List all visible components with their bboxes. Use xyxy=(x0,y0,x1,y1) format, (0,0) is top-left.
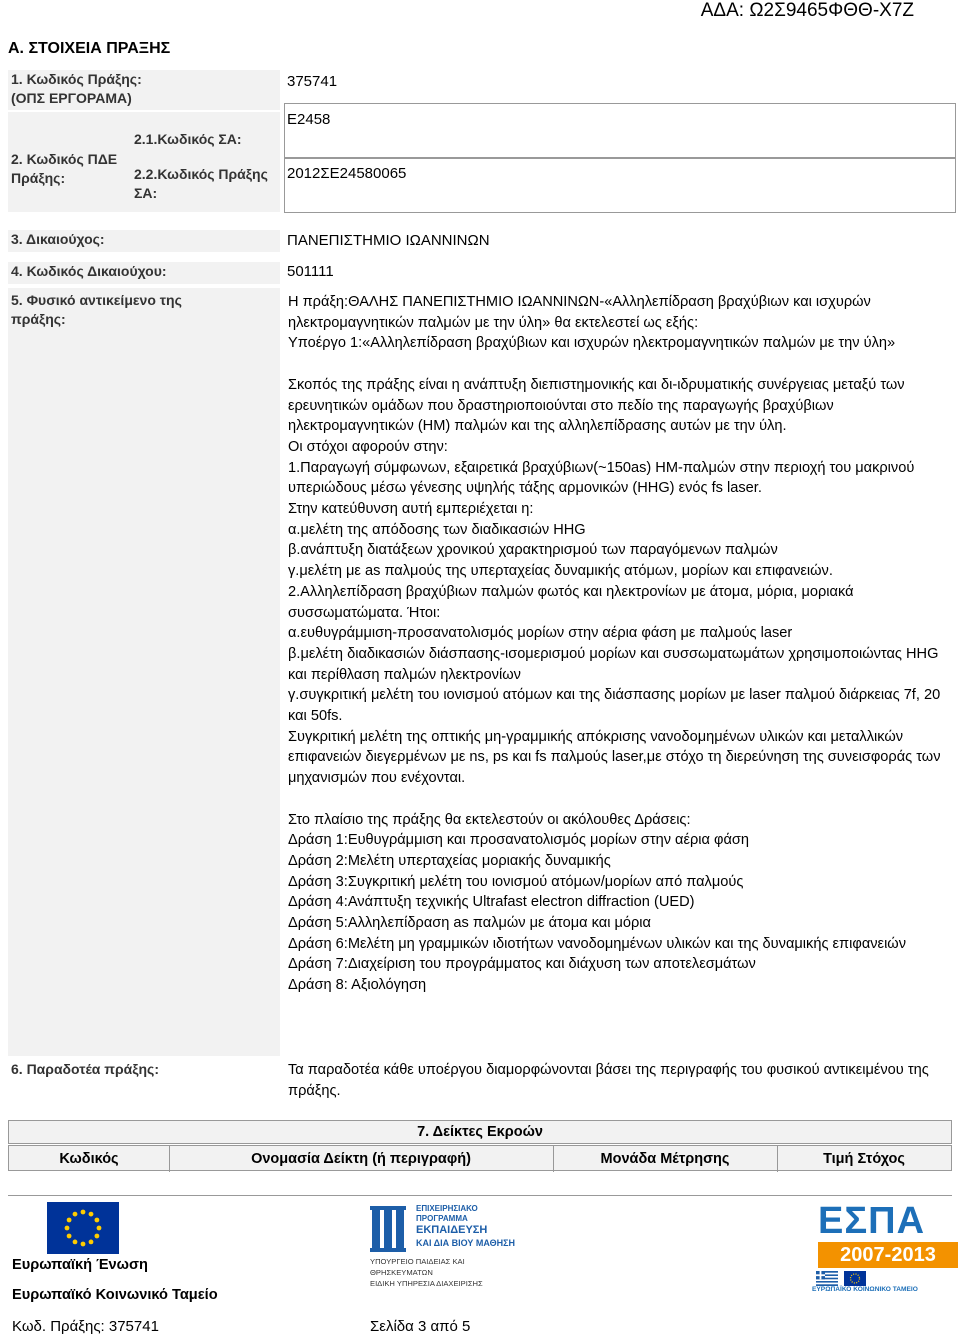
ministry-line: ΕΚΠΑΙΔΕΥΣΗ xyxy=(416,1224,488,1236)
field5-paragraph: Δράση 2:Μελέτη υπερταχείας μοριακής δυναμικής xyxy=(288,852,611,869)
field5-paragraph: 1.Παραγωγή σύμφωνων, εξαιρετικά βραχύβιων(~150as) ΗΜ-παλμών στην περιοχή του μακρινού υπεριώδους μέσω γένεσης υψηλής τάξης αρμονικών (HHG) ενός fs laser. xyxy=(288,459,915,497)
espa-logo xyxy=(810,1200,958,1296)
field2-label: 2. Κωδικός ΠΔΕ Πράξης: xyxy=(11,151,118,186)
field21-label: 2.1.Κωδικός ΣΑ: xyxy=(134,131,242,147)
field6-value: Τα παραδοτέα κάθε υποέργου διαμορφώνονται βάσει της περιγραφής του φυσικού αντικειμένου της πράξης. xyxy=(288,1062,929,1099)
field22-value: 2012ΣΕ24580065 xyxy=(287,165,407,182)
field21-value: Ε2458 xyxy=(287,111,331,128)
field6-label: 6. Παραδοτέα πράξης: xyxy=(11,1061,159,1077)
footer-code: Κωδ. Πράξης: 375741 xyxy=(12,1318,159,1335)
field3-value: ΠΑΝΕΠΙΣΤΗΜΙΟ ΙΩΑΝΝΙΝΩΝ xyxy=(287,232,490,249)
eu-flag-small-icon xyxy=(844,1271,866,1286)
ministry-line: ΕΙΔΙΚΗ ΥΠΗΡΕΣΙΑ ΔΙΑΧΕΙΡΙΣΗΣ xyxy=(370,1279,483,1288)
field5-paragraph: Δράση 5:Αλληλεπίδραση as παλμών με άτομα και μόρια xyxy=(288,915,651,932)
footer-divider xyxy=(8,1195,952,1196)
field5-paragraph: γ.μελέτη με as παλμούς της υπερταχείας δυναμικής ατόμων, μορίων και επιφανειών. xyxy=(288,563,833,580)
field5-paragraph: γ.συγκριτική μελέτη του ιονισμού ατόμων και της διάσπασης μορίων με laser παλμού διάρκειας 7f, 20 και 50fs. xyxy=(288,687,941,725)
espa-logo-text: ΕΣΠΑ xyxy=(818,1200,926,1242)
field1-label: 1. Κωδικός Πράξης: (ΟΠΣ ΕΡΓΟΡΑΜΑ) xyxy=(11,71,142,106)
field5-label-cell xyxy=(8,288,280,1056)
section-title: Α. ΣΤΟΙΧΕΙΑ ΠΡΑΞΗΣ xyxy=(8,40,171,57)
ada-code: ΑΔΑ: Ω2Σ9465ΦΘΘ-Χ7Ζ xyxy=(700,0,914,21)
espa-caption: ΕΥΡΩΠΑΪΚΟ ΚΟΙΝΩΝΙΚΟ ΤΑΜΕΙΟ xyxy=(812,1286,918,1293)
field5-paragraph: Συγκριτική μελέτη της οπτικής μη-γραμμικής απόκρισης νανοδομημένων υλικών και μεταλλικών επιφανειών διεγερμένων με ns, ps και fs παλμούς laser,με στόχο τη διερεύνηση της συνεισφοράς των μηχανισμών που ενέχονται. xyxy=(288,728,941,787)
espa-years: 2007-2013 xyxy=(818,1242,958,1268)
field5-paragraph: Στο πλαίσιο της πράξης θα εκτελεστούν οι ακόλουθες Δράσεις: xyxy=(288,811,691,828)
column-header-target: Τιμή Στόχος xyxy=(823,1151,905,1167)
field5-paragraph: β.μελέτη διαδικασιών διάσπασης-ισομερισμού μορίων και συσσωματωμάτων χρησιμοποιώντας HHG και περίθλαση παλμών ηλεκτρονίων xyxy=(288,645,939,683)
field5-paragraph xyxy=(288,789,956,810)
field4-value: 501111 xyxy=(287,263,334,280)
esf-label: Ευρωπαϊκό Κοινωνικό Ταμείο xyxy=(12,1287,218,1303)
field1-label-cell xyxy=(8,70,280,110)
field3-label: 3. Δικαιούχος: xyxy=(8,230,280,252)
page-number: Σελίδα 3 από 5 xyxy=(370,1318,471,1335)
field5-paragraph: Δράση 1:Ευθυγράμμιση και προσανατολισμός μορίων στην αέρια φάση xyxy=(288,832,750,849)
field5-paragraph: Δράση 8: Αξιολόγηση xyxy=(288,977,427,994)
field5-label: 5. Φυσικό αντικείμενο της πράξης: xyxy=(11,292,182,327)
field5-paragraph: Σκοπός της πράξης είναι η ανάπτυξη διεπιστημονικής και δι-ιδρυματικής συνέργειας μεταξύ των ερευνητικών ομάδων που δραστηριοποιούνται στο πεδίο της παραγωγής βραχύβιων ηλεκτρομαγνητικών (ΗΜ) παλμών και της αλληλεπίδρασης αυτών με την ύλη. xyxy=(288,376,905,435)
ministry-line: ΚΑΙ ΔΙΑ ΒΙΟΥ ΜΑΘΗΣΗ xyxy=(416,1238,516,1248)
field5-paragraph: Οι στόχοι αφορούν στην: xyxy=(288,438,448,455)
ministry-line: ΕΠΙΧΕΙΡΗΣΙΑΚΟ ΠΡΟΓΡΑΜΜΑ xyxy=(416,1204,478,1223)
ministry-line: ΥΠΟΥΡΓΕΙΟ ΠΑΙΔΕΙΑΣ ΚΑΙ ΘΡΗΣΚΕΥΜΑΤΩΝ xyxy=(370,1257,465,1277)
column-header-name: Ονομασία Δείκτη (ή περιγραφή) xyxy=(169,1146,554,1172)
ministry-emblem-icon xyxy=(370,1206,414,1252)
field5-paragraph: α.ευθυγράμμιση-προσανατολισμός μορίων στην αέρια φάση με παλμούς laser xyxy=(288,625,793,642)
field5-paragraph: β.ανάπτυξη διατάξεων χρονικού χαρακτηρισμού των παραγόμενων παλμών xyxy=(288,542,778,559)
field5-paragraph: 2.Αλληλεπίδραση βραχύβιων παλμών φωτός και ηλεκτρονίων με άτομα, μόρια, μοριακά συσσωματώματα. Ήτοι: xyxy=(288,583,854,621)
eu-flag-logo xyxy=(47,1202,119,1254)
field5-body xyxy=(288,292,956,996)
field21-box xyxy=(284,103,956,158)
indicators-title-row xyxy=(8,1120,952,1144)
field5-paragraph: α.μελέτη της απόδοσης των διαδικασιών HHG xyxy=(288,521,586,538)
field5-paragraph: Υποέργο 1:«Αλληλεπίδραση βραχύβιων και ισχυρών ηλεκτρομαγνητικών παλμών με την ύλη» xyxy=(288,335,896,352)
field5-paragraph: Δράση 4:Ανάπτυξη τεχνικής Ultrafast electron diffraction (UED) xyxy=(288,894,695,911)
field5-paragraph: Δράση 7:Διαχείριση του προγράμματος και διάχυση των αποτελεσμάτων xyxy=(288,956,756,973)
ministry-logo xyxy=(370,1202,516,1288)
field5-paragraph: Δράση 3:Συγκριτική μελέτη του ιονισμού ατόμων/μορίων από παλμούς xyxy=(288,873,744,890)
field5-paragraph: Στην κατεύθυνση αυτή εμπεριέχεται η: xyxy=(288,501,534,518)
greek-flag-icon xyxy=(816,1271,838,1286)
column-header-unit: Μονάδα Μέτρησης xyxy=(553,1146,778,1172)
indicators-header-row xyxy=(8,1145,952,1171)
field5-paragraph xyxy=(288,354,956,375)
field5-paragraph: Η πράξη:ΘΑΛΗΣ ΠΑΝΕΠΙΣΤΗΜΙΟ ΙΩΑΝΝΙΝΩΝ-«Αλληλεπίδραση βραχύβιων και ισχυρών ηλεκτρομαγνητικών παλμών με την ύλη» θα εκτελεστεί ως εξής: xyxy=(288,294,871,331)
eu-label: Ευρωπαϊκή Ένωση xyxy=(12,1257,148,1273)
indicators-title: 7. Δείκτες Εκροών xyxy=(417,1124,543,1140)
field22-label: 2.2.Κωδικός Πράξης ΣΑ: xyxy=(134,166,268,201)
field1-value: 375741 xyxy=(287,73,338,90)
field5-paragraph: Δράση 6:Μελέτη μη γραμμικών ιδιοτήτων νανοδομημένων υλικών και της δυναμικής επιφανειών xyxy=(288,935,906,952)
field4-label: 4. Κωδικός Δικαιούχου: xyxy=(8,262,280,284)
column-header-code: Κωδικός xyxy=(9,1146,170,1172)
